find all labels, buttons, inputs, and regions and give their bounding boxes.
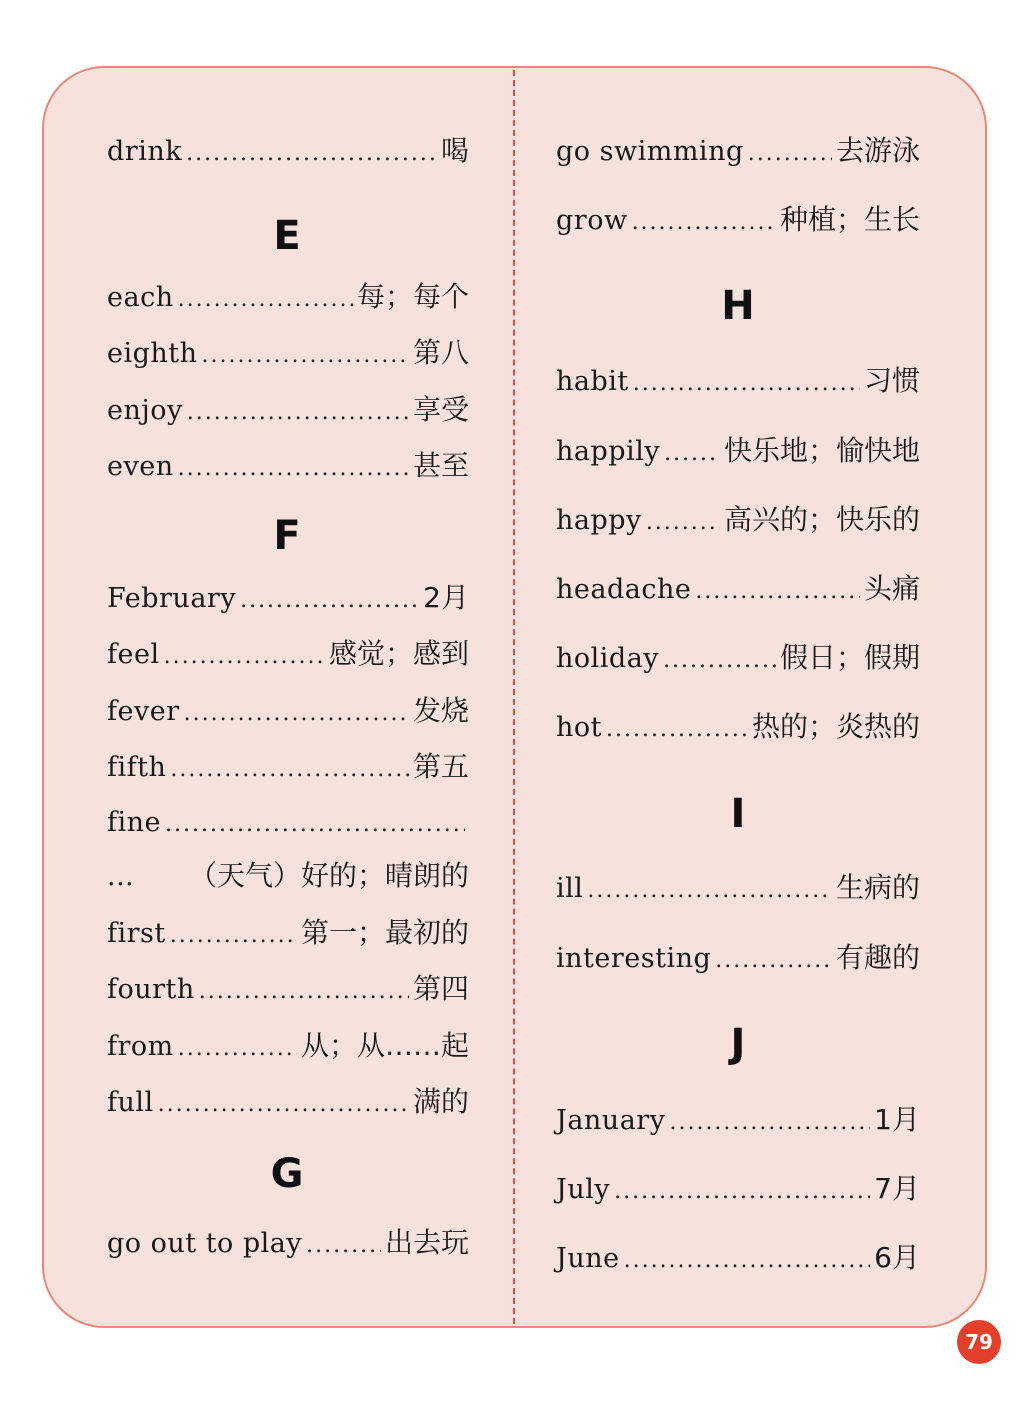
entry-word: grow (556, 205, 628, 236)
entry-meaning: 生病的 (835, 871, 920, 904)
leader-dots (606, 710, 748, 750)
entry-meaning: 7月 (874, 1172, 920, 1205)
entry-word: interesting (556, 943, 712, 974)
entry-word: January (556, 1105, 666, 1136)
entry-word: happily (556, 436, 661, 467)
entry-meaning: 第一；最初的 (300, 916, 469, 949)
entry-word: first (107, 918, 166, 949)
section-letter-j: J (730, 1021, 746, 1067)
entry-meaning: 高兴的；快乐的 (723, 503, 920, 536)
entry-meaning: 快乐地；愉快地 (723, 434, 920, 467)
entry-meaning: 2月 (423, 581, 469, 614)
entry-word: drink (107, 136, 183, 167)
entry-word: July (556, 1174, 611, 1205)
entry-june (556, 1238, 920, 1278)
entry-habit (556, 361, 920, 401)
entry-word: happy (556, 505, 642, 536)
leader-dots (632, 203, 776, 243)
entry-word: eighth (107, 338, 198, 369)
section-letter-e: E (273, 213, 301, 259)
leader-dots (624, 1241, 871, 1281)
entry-word: fourth (107, 974, 195, 1005)
entry-meaning: 习惯 (863, 364, 920, 397)
entry-meaning: 有趣的 (835, 941, 920, 974)
entry-word: go swimming (556, 136, 744, 167)
leader-dots (664, 434, 720, 474)
entry-happily (556, 431, 920, 471)
entry-holiday (556, 638, 920, 678)
entry-word: habit (556, 366, 629, 397)
entry-word: headache (556, 574, 692, 605)
entry-word: ill (556, 873, 584, 904)
entry-july (556, 1169, 920, 1209)
entry-meaning: 出去玩 (384, 1226, 469, 1259)
entry-meaning: 去游泳 (835, 134, 920, 167)
entry-word: enjoy (107, 395, 183, 426)
entry-word: June (556, 1243, 620, 1274)
entry-january (556, 1100, 920, 1140)
entry-meaning: 第五 (412, 750, 469, 783)
entry-word: holiday (556, 643, 660, 674)
entry-word: hot (556, 712, 602, 743)
entry-grow (556, 200, 920, 240)
entry-meaning: 喝 (440, 134, 469, 167)
entry-go-swimming (556, 131, 920, 171)
entry-meaning: 第八 (412, 336, 469, 369)
entry-word: even (107, 451, 174, 482)
entry-meaning: 假日；假期 (779, 641, 920, 674)
entry-hot (556, 707, 920, 747)
leader-dots (587, 871, 832, 911)
page-number-badge: 79 (957, 1320, 1001, 1364)
entry-meaning: 每；每个 (356, 280, 469, 313)
entry-meaning: 6月 (874, 1241, 920, 1274)
leader-dots (695, 572, 860, 612)
entry-word: from (107, 1031, 174, 1062)
entry-meaning: 1月 (874, 1103, 920, 1136)
section-letter-f: F (273, 513, 301, 559)
entry-word: full (107, 1087, 154, 1118)
leader-dots (633, 364, 860, 404)
leader-dots (646, 503, 720, 543)
leader-dots (748, 134, 832, 174)
leader-dots (715, 941, 832, 981)
entry-meaning: 头痛 (863, 572, 920, 605)
entry-interesting (556, 938, 920, 978)
entry-meaning: 享受 (412, 393, 469, 426)
leader-dots (614, 1172, 870, 1212)
entry-meaning: 甚至 (412, 449, 469, 482)
entry-meaning: 种植；生长 (779, 203, 920, 236)
entry-word: go out to play (107, 1228, 303, 1259)
entry-headache (556, 569, 920, 609)
entry-meaning: 第四 (412, 972, 469, 1005)
entry-word: feel (107, 639, 160, 670)
entry-meaning: 感觉；感到 (328, 637, 469, 670)
entry-happy (556, 500, 920, 540)
entry-meaning: 热的；炎热的 (751, 710, 920, 743)
entry-word: February (107, 583, 237, 614)
entry-meaning: 发烧 (412, 694, 469, 727)
entry-meaning: （天气）好的；晴朗的 (188, 859, 469, 892)
entry-meaning: 从；从……起 (300, 1029, 469, 1062)
entry-continuation-dots: ... (107, 861, 135, 892)
entry-meaning: 满的 (412, 1085, 469, 1118)
leader-dots (663, 641, 776, 681)
entry-word: fine (107, 807, 161, 838)
section-letter-h: H (721, 283, 755, 329)
leader-dots (669, 1103, 870, 1143)
section-letter-g: G (270, 1151, 304, 1197)
entry-word: each (107, 282, 174, 313)
entry-word: fever (107, 696, 180, 727)
section-letter-i: I (730, 791, 746, 837)
entry-ill (556, 868, 920, 908)
entry-word: fifth (107, 752, 167, 783)
